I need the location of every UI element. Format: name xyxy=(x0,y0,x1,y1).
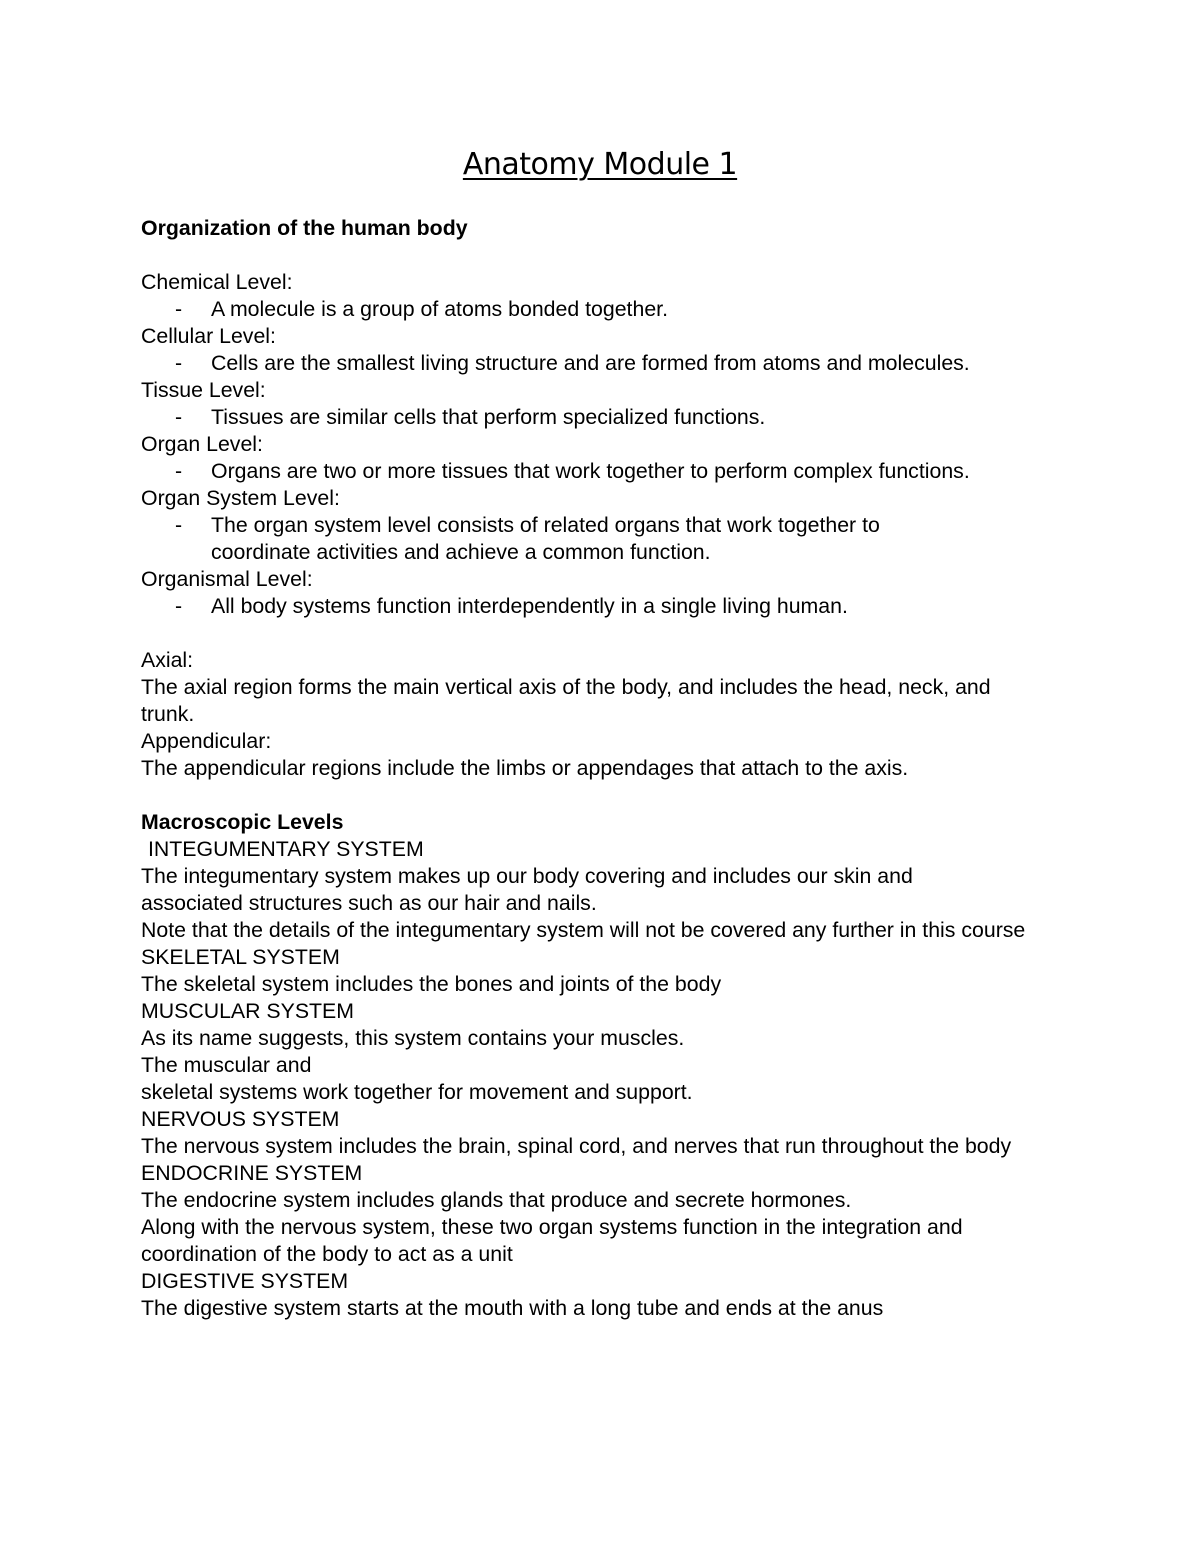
level-label-organ: Organ Level: xyxy=(141,432,263,456)
dash-bullet: - xyxy=(175,297,183,321)
bullet-text: A molecule is a group of atoms bonded together. xyxy=(211,297,668,321)
level-label-tissue: Tissue Level: xyxy=(141,378,266,402)
endocrine-text: Along with the nervous system, these two organ systems function in the integration and coordination of the body to act as a unit xyxy=(141,1215,963,1266)
axial-text: The axial region forms the main vertical axis of the body, and includes the head, neck, and trunk. xyxy=(141,675,991,726)
skeletal-title: SKELETAL SYSTEM xyxy=(141,945,340,969)
integumentary-title: INTEGUMENTARY SYSTEM xyxy=(148,837,424,861)
endocrine-title: ENDOCRINE SYSTEM xyxy=(141,1161,363,1185)
axial-label: Axial: xyxy=(141,648,194,672)
bullet-text: The organ system level consists of related organs that work together to coordinate activities and achieve a common function. xyxy=(211,513,880,564)
section-heading-organization: Organization of the human body xyxy=(141,216,468,240)
nervous-title: NERVOUS SYSTEM xyxy=(141,1107,340,1131)
level-label-organ-system: Organ System Level: xyxy=(141,486,340,510)
level-label-organismal: Organismal Level: xyxy=(141,567,313,591)
digestive-text: The digestive system starts at the mouth with a long tube and ends at the anus xyxy=(141,1296,884,1320)
bullet-item-organismal xyxy=(141,593,1061,620)
muscular-text: As its name suggests, this system contains your muscles. xyxy=(141,1026,685,1050)
level-label-chemical: Chemical Level: xyxy=(141,270,293,294)
bullet-text: Organs are two or more tissues that work together to perform complex functions. xyxy=(211,459,970,483)
bullet-text: Cells are the smallest living structure and are formed from atoms and molecules. xyxy=(211,351,970,375)
appendicular-text: The appendicular regions include the limbs or appendages that attach to the axis. xyxy=(141,756,909,780)
integumentary-text: The integumentary system makes up our body covering and includes our skin and associated structures such as our hair and nails. xyxy=(141,864,913,915)
bullet-item-organ xyxy=(141,458,1061,485)
bullet-item-organ-system xyxy=(141,512,1061,566)
dash-bullet: - xyxy=(175,459,183,483)
spacer xyxy=(141,242,1061,269)
section-heading-macroscopic: Macroscopic Levels xyxy=(141,810,344,834)
dash-bullet: - xyxy=(175,513,183,537)
endocrine-text: The endocrine system includes glands that produce and secrete hormones. xyxy=(141,1188,852,1212)
document-body xyxy=(141,215,1061,1322)
muscular-title: MUSCULAR SYSTEM xyxy=(141,999,354,1023)
appendicular-label: Appendicular: xyxy=(141,729,272,753)
bullet-item-chemical xyxy=(141,296,1061,323)
muscular-text: The muscular and xyxy=(141,1053,312,1077)
bullet-text: Tissues are similar cells that perform specialized functions. xyxy=(211,405,766,429)
skeletal-text: The skeletal system includes the bones and joints of the body xyxy=(141,972,722,996)
spacer xyxy=(141,782,1061,809)
document-title: Anatomy Module 1 xyxy=(462,147,738,182)
dash-bullet: - xyxy=(175,405,183,429)
bullet-text: All body systems function interdependently in a single living human. xyxy=(211,594,848,618)
bullet-item-tissue xyxy=(141,404,1061,431)
muscular-text: skeletal systems work together for movement and support. xyxy=(141,1080,693,1104)
spacer xyxy=(141,620,1061,647)
dash-bullet: - xyxy=(175,594,183,618)
nervous-text: The nervous system includes the brain, spinal cord, and nerves that run throughout the body xyxy=(141,1134,1012,1158)
dash-bullet: - xyxy=(175,351,183,375)
bullet-item-cellular xyxy=(141,350,1061,377)
level-label-cellular: Cellular Level: xyxy=(141,324,276,348)
digestive-title: DIGESTIVE SYSTEM xyxy=(141,1269,349,1293)
integumentary-note: Note that the details of the integumentary system will not be covered any further in this course xyxy=(141,918,1026,942)
